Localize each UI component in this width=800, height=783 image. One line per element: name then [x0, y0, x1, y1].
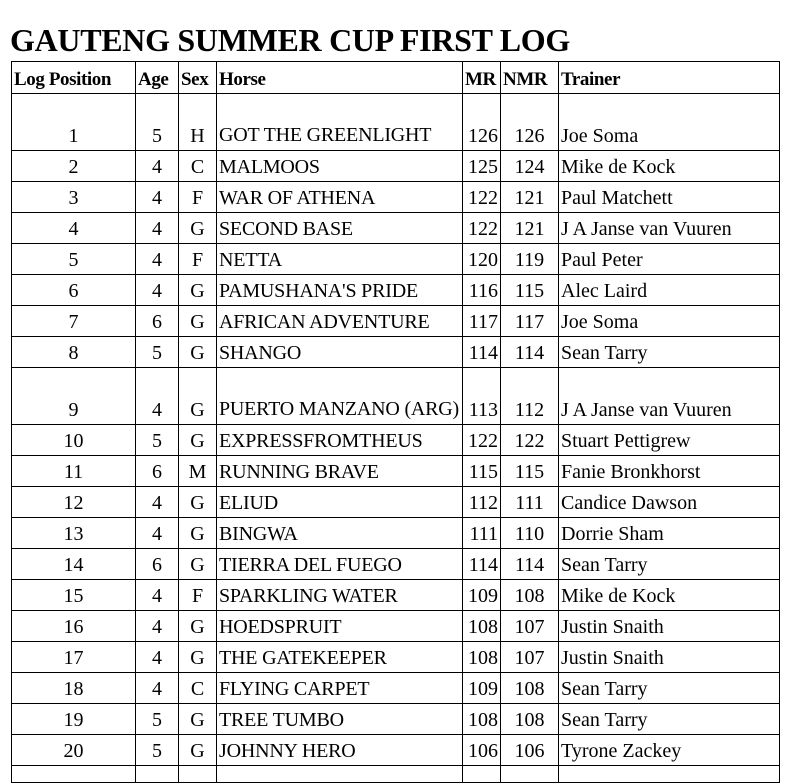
table-row [12, 487, 780, 518]
table-row [12, 456, 780, 487]
table-row [12, 94, 780, 151]
trainer-cell: Justin Snaith [559, 642, 780, 673]
horse-cell: PAMUSHANA'S PRIDE [217, 275, 463, 306]
horse-cell: SHANGO [217, 337, 463, 368]
horse-cell: RUNNING BRAVE [217, 456, 463, 487]
log-position-cell: 11 [12, 456, 136, 487]
log-position-cell: 2 [12, 151, 136, 182]
trainer-cell: J A Janse van Vuuren [559, 368, 780, 425]
horse-cell: TREE TUMBO [217, 704, 463, 735]
col-header-horse: Horse [217, 62, 463, 94]
age-cell: 5 [136, 704, 179, 735]
trainer-cell: Candice Dawson [559, 487, 780, 518]
horse-cell: ELIUD [217, 487, 463, 518]
table-row [12, 337, 780, 368]
age-cell: 4 [136, 151, 179, 182]
log-position-cell: 7 [12, 306, 136, 337]
log-position-cell: 1 [12, 94, 136, 151]
nmr-cell: 108 [501, 704, 559, 735]
empty-cell [12, 766, 136, 783]
empty-cell [136, 766, 179, 783]
sex-cell: G [179, 275, 217, 306]
mr-cell: 120 [463, 244, 501, 275]
sex-cell: C [179, 673, 217, 704]
nmr-cell: 122 [501, 425, 559, 456]
table-body [12, 94, 780, 783]
log-position-cell: 16 [12, 611, 136, 642]
age-cell: 4 [136, 275, 179, 306]
mr-cell: 122 [463, 425, 501, 456]
horse-cell: AFRICAN ADVENTURE [217, 306, 463, 337]
mr-cell: 115 [463, 456, 501, 487]
table-row [12, 275, 780, 306]
nmr-cell: 124 [501, 151, 559, 182]
table-row-partial [12, 766, 780, 783]
table-row [12, 673, 780, 704]
horse-cell: SPARKLING WATER [217, 580, 463, 611]
log-position-cell: 4 [12, 213, 136, 244]
age-cell: 4 [136, 182, 179, 213]
nmr-cell: 106 [501, 735, 559, 766]
trainer-cell: Joe Soma [559, 94, 780, 151]
table-row [12, 611, 780, 642]
horse-cell: TIERRA DEL FUEGO [217, 549, 463, 580]
mr-cell: 125 [463, 151, 501, 182]
age-cell: 4 [136, 580, 179, 611]
horse-cell: GOT THE GREENLIGHT [217, 94, 463, 151]
nmr-cell: 108 [501, 580, 559, 611]
table-row [12, 549, 780, 580]
log-position-cell: 13 [12, 518, 136, 549]
age-cell: 4 [136, 611, 179, 642]
age-cell: 6 [136, 456, 179, 487]
col-header-trainer: Trainer [559, 62, 780, 94]
log-position-cell: 5 [12, 244, 136, 275]
sex-cell: G [179, 735, 217, 766]
mr-cell: 106 [463, 735, 501, 766]
horse-cell: HOEDSPRUIT [217, 611, 463, 642]
trainer-cell: Mike de Kock [559, 151, 780, 182]
mr-cell: 108 [463, 642, 501, 673]
log-table [11, 61, 780, 783]
trainer-cell: Tyrone Zackey [559, 735, 780, 766]
age-cell: 5 [136, 735, 179, 766]
empty-cell [217, 766, 463, 783]
sex-cell: G [179, 549, 217, 580]
log-position-cell: 20 [12, 735, 136, 766]
age-cell: 4 [136, 244, 179, 275]
sex-cell: F [179, 244, 217, 275]
table-row [12, 306, 780, 337]
age-cell: 4 [136, 487, 179, 518]
nmr-cell: 121 [501, 182, 559, 213]
table-row [12, 580, 780, 611]
nmr-cell: 112 [501, 368, 559, 425]
sex-cell: F [179, 182, 217, 213]
table-row [12, 244, 780, 275]
mr-cell: 122 [463, 182, 501, 213]
age-cell: 4 [136, 673, 179, 704]
mr-cell: 112 [463, 487, 501, 518]
log-position-cell: 19 [12, 704, 136, 735]
empty-cell [559, 766, 780, 783]
sex-cell: H [179, 94, 217, 151]
page-title: GAUTENG SUMMER CUP FIRST LOG [10, 22, 570, 58]
col-header-age: Age [136, 62, 179, 94]
horse-cell: THE GATEKEEPER [217, 642, 463, 673]
nmr-cell: 110 [501, 518, 559, 549]
nmr-cell: 126 [501, 94, 559, 151]
mr-cell: 113 [463, 368, 501, 425]
log-position-cell: 15 [12, 580, 136, 611]
mr-cell: 126 [463, 94, 501, 151]
trainer-cell: Paul Matchett [559, 182, 780, 213]
mr-cell: 122 [463, 213, 501, 244]
sex-cell: G [179, 487, 217, 518]
trainer-cell: Mike de Kock [559, 580, 780, 611]
col-header-sex: Sex [179, 62, 217, 94]
horse-cell: BINGWA [217, 518, 463, 549]
age-cell: 6 [136, 306, 179, 337]
horse-cell: WAR OF ATHENA [217, 182, 463, 213]
col-header-log-position: Log Position [12, 62, 136, 94]
sex-cell: G [179, 704, 217, 735]
mr-cell: 114 [463, 337, 501, 368]
log-position-cell: 8 [12, 337, 136, 368]
sex-cell: M [179, 456, 217, 487]
sex-cell: G [179, 306, 217, 337]
col-header-nmr: NMR [501, 62, 559, 94]
nmr-cell: 119 [501, 244, 559, 275]
table-row [12, 642, 780, 673]
log-position-cell: 12 [12, 487, 136, 518]
table-row [12, 213, 780, 244]
empty-cell [501, 766, 559, 783]
trainer-cell: Alec Laird [559, 275, 780, 306]
mr-cell: 114 [463, 549, 501, 580]
horse-cell: JOHNNY HERO [217, 735, 463, 766]
sex-cell: G [179, 213, 217, 244]
nmr-cell: 107 [501, 611, 559, 642]
sex-cell: G [179, 368, 217, 425]
mr-cell: 111 [463, 518, 501, 549]
sex-cell: G [179, 518, 217, 549]
trainer-cell: Sean Tarry [559, 673, 780, 704]
trainer-cell: J A Janse van Vuuren [559, 213, 780, 244]
log-position-cell: 9 [12, 368, 136, 425]
col-header-mr: MR [463, 62, 501, 94]
mr-cell: 108 [463, 704, 501, 735]
header-row [12, 62, 780, 94]
mr-cell: 108 [463, 611, 501, 642]
trainer-cell: Sean Tarry [559, 704, 780, 735]
age-cell: 5 [136, 94, 179, 151]
age-cell: 6 [136, 549, 179, 580]
age-cell: 5 [136, 337, 179, 368]
trainer-cell: Justin Snaith [559, 611, 780, 642]
log-position-cell: 6 [12, 275, 136, 306]
mr-cell: 117 [463, 306, 501, 337]
log-position-cell: 14 [12, 549, 136, 580]
horse-cell: EXPRESSFROMTHEUS [217, 425, 463, 456]
empty-cell [463, 766, 501, 783]
sex-cell: C [179, 151, 217, 182]
sex-cell: F [179, 580, 217, 611]
mr-cell: 109 [463, 580, 501, 611]
nmr-cell: 111 [501, 487, 559, 518]
sex-cell: G [179, 337, 217, 368]
mr-cell: 116 [463, 275, 501, 306]
log-position-cell: 3 [12, 182, 136, 213]
age-cell: 4 [136, 213, 179, 244]
trainer-cell: Fanie Bronkhorst [559, 456, 780, 487]
table-row [12, 425, 780, 456]
mr-cell: 109 [463, 673, 501, 704]
nmr-cell: 107 [501, 642, 559, 673]
nmr-cell: 117 [501, 306, 559, 337]
table-row [12, 735, 780, 766]
table-row [12, 151, 780, 182]
empty-cell [179, 766, 217, 783]
log-position-cell: 10 [12, 425, 136, 456]
trainer-cell: Sean Tarry [559, 549, 780, 580]
sex-cell: G [179, 611, 217, 642]
age-cell: 4 [136, 518, 179, 549]
sex-cell: G [179, 425, 217, 456]
nmr-cell: 114 [501, 337, 559, 368]
table-row [12, 182, 780, 213]
nmr-cell: 114 [501, 549, 559, 580]
trainer-cell: Paul Peter [559, 244, 780, 275]
nmr-cell: 115 [501, 456, 559, 487]
horse-cell: MALMOOS [217, 151, 463, 182]
nmr-cell: 108 [501, 673, 559, 704]
table-row [12, 368, 780, 425]
horse-cell: PUERTO MANZANO (ARG) [217, 368, 463, 425]
table-row [12, 518, 780, 549]
trainer-cell: Sean Tarry [559, 337, 780, 368]
age-cell: 5 [136, 425, 179, 456]
horse-cell: SECOND BASE [217, 213, 463, 244]
log-position-cell: 18 [12, 673, 136, 704]
horse-cell: FLYING CARPET [217, 673, 463, 704]
nmr-cell: 121 [501, 213, 559, 244]
table-row [12, 704, 780, 735]
sex-cell: G [179, 642, 217, 673]
nmr-cell: 115 [501, 275, 559, 306]
horse-cell: NETTA [217, 244, 463, 275]
trainer-cell: Stuart Pettigrew [559, 425, 780, 456]
age-cell: 4 [136, 642, 179, 673]
log-position-cell: 17 [12, 642, 136, 673]
age-cell: 4 [136, 368, 179, 425]
trainer-cell: Joe Soma [559, 306, 780, 337]
trainer-cell: Dorrie Sham [559, 518, 780, 549]
